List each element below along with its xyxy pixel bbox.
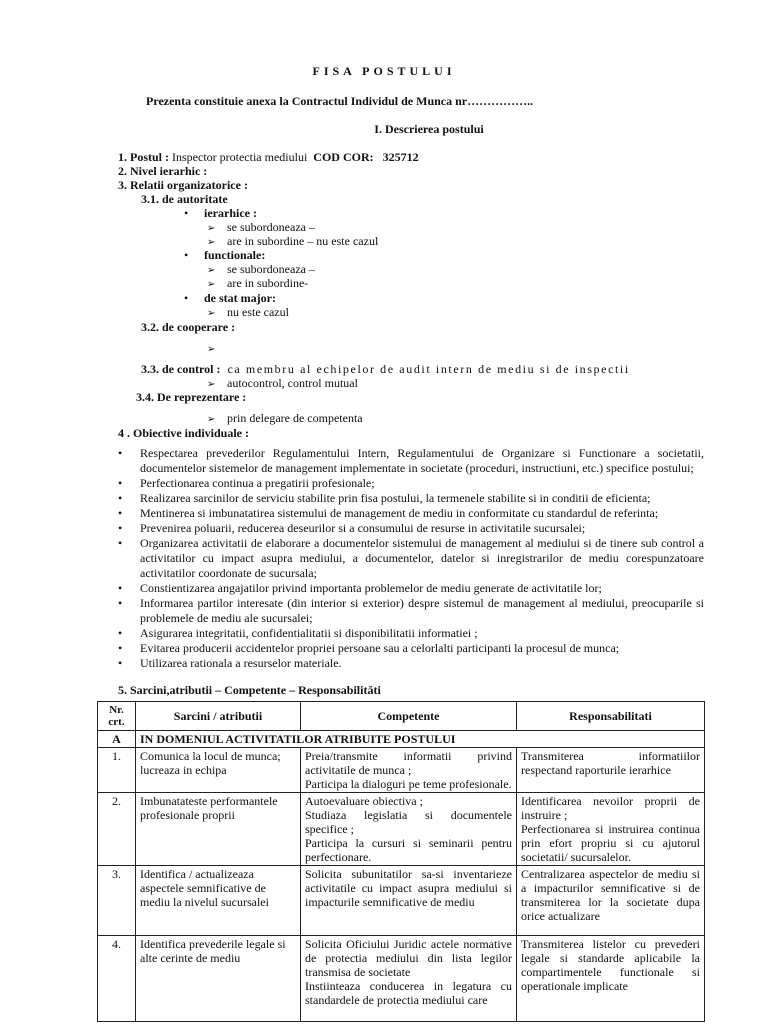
- document-title: FISA POSTULUI: [312, 64, 456, 78]
- arrow-icon: ➢: [207, 265, 216, 276]
- objective-text: Evitarea producerii accidentelor propriei persoane sau a celorlalti participanti la procesul de munca;: [140, 641, 620, 655]
- row-nr: 2.: [98, 793, 136, 866]
- bullet-icon: •: [118, 641, 123, 655]
- stat-major-label: de stat major:: [204, 291, 276, 305]
- document-subtitle: Prezenta constituie anexa la Contractul Individul de Munca nr……………..: [146, 94, 534, 108]
- responsibilities-table: [97, 701, 705, 1022]
- reprezentare-sub-text: prin delegare de competenta: [227, 411, 363, 425]
- header-sarcini: Sarcini / atributii: [136, 702, 301, 731]
- section-descriere-postului: I. Descrierea postului: [374, 122, 484, 136]
- row-sarcini: Imbunatateste performantele profesionale proprii: [136, 793, 301, 866]
- list-item: [118, 506, 704, 521]
- field-relatii-organizatorice: 3. Relatii organizatorice :: [118, 178, 248, 192]
- row-sarcini: Identifica prevederile legale si alte cerinte de mediu: [136, 936, 301, 1022]
- row-responsabilitati: Transmiterea informatiilor respectand raporturile ierarhice: [517, 748, 705, 793]
- arrow-icon: ➢: [207, 344, 216, 355]
- objective-text: Respectarea prevederilor Regulamentului Intern, Regulamentului de Organizare si Functionare a societatii, documentelor sistemelor de management implementate in societate (proceduri, instructiuni, etc.) specifice postului;: [140, 446, 704, 475]
- header-nr-crt: Nr. crt.: [98, 702, 136, 731]
- list-item: [118, 641, 704, 656]
- bullet-icon: •: [118, 476, 123, 490]
- row-responsabilitati: Centralizarea aspectelor de mediu si a impacturilor semnificative si de transmiterea lor la societate dupa orice actualizare: [517, 866, 705, 936]
- row-competente: Autoevaluare obiectiva ; Studiaza legislatia si documentele specifice ; Participa la cursuri si seminarii pentru perfectionare.: [301, 793, 517, 866]
- header-competente: Competente: [301, 702, 517, 731]
- list-item: [118, 491, 704, 506]
- objectives-list: [118, 446, 704, 671]
- field-obiective-individuale: 4 . Obiective individuale :: [118, 426, 250, 440]
- table-row: [98, 936, 705, 1022]
- row-sarcini: Identifica / actualizeaza aspectele semnificative de mediu la nivelul sucursalei: [136, 866, 301, 936]
- reprezentare-sub: [207, 411, 363, 427]
- stat-major-value: [207, 305, 289, 321]
- cod-cor-label: COD COR:: [313, 150, 374, 164]
- objective-text: Constientizarea angajatilor privind importanta problemelor de mediu generate de activitatile lor;: [140, 581, 602, 595]
- relatii-de-control: [141, 362, 630, 376]
- bullet-icon: •: [118, 491, 123, 505]
- list-item: [118, 581, 704, 596]
- row-responsabilitati: Transmiterea listelor cu prevederi legale si standarde aplicabile la compartimentele functionale si operationale implicate: [517, 936, 705, 1022]
- objective-text: Realizarea sarcinilor de serviciu stabilite prin fisa postului, la termenele stabilite si in conditii de eficienta;: [140, 491, 651, 505]
- functionale-subordine: [207, 276, 308, 292]
- row-nr: 1.: [98, 748, 136, 793]
- list-item: [118, 626, 704, 641]
- row-responsabilitati: Identificarea nevoilor proprii de instruire ; Perfectionarea si instruirea continua prin efort propriu si cu ajutorul societatii/ sucursalelor.: [517, 793, 705, 866]
- postul-label: 1. Postul :: [118, 150, 169, 164]
- list-item: [118, 536, 704, 581]
- list-item: [118, 446, 704, 476]
- postul-value: Inspector protectia mediului: [172, 150, 308, 164]
- list-item: [118, 521, 704, 536]
- list-item: [118, 656, 704, 671]
- functionale-label: functionale:: [204, 248, 266, 262]
- section-sarcini-atributii: 5. Sarcini,atributii – Competente – Responsabilităti: [118, 683, 381, 697]
- objective-text: Organizarea activitatii de elaborare a documentelor sistemului de management al mediului si de tinere sub control a activitatilor cu impact asupra mediului, a documentelor, datelor si inregistrarilor de mediu corespunzatoare activitatilor coordonate de sucursala;: [140, 536, 704, 580]
- bullet-icon: •: [118, 446, 123, 460]
- bullet-icon: •: [118, 626, 123, 640]
- control-sub-text: autocontrol, control mutual: [227, 376, 358, 390]
- arrow-icon: ➢: [207, 223, 216, 234]
- arrow-icon: ➢: [207, 279, 216, 290]
- objective-text: Perfectionarea continua a pregatirii profesionale;: [140, 476, 375, 490]
- ierarhice-subordoneaza-text: se subordoneaza –: [227, 220, 315, 234]
- relatii-de-reprezentare: 3.4. De reprezentare :: [136, 390, 247, 404]
- ierarhice-subordine-text: are in subordine – nu este cazul: [227, 234, 379, 248]
- header-responsabilitati: Responsabilitati: [517, 702, 705, 731]
- cod-cor-value: 325712: [382, 150, 419, 164]
- row-competente: Solicita subunitatilor sa-si inventarieze activitatile cu impact asupra mediului si impacturile semnificative de mediu: [301, 866, 517, 936]
- field-postul: [118, 150, 419, 164]
- row-nr: 4.: [98, 936, 136, 1022]
- objective-text: Mentinerea si imbunatatirea sistemului de management de mediu in conformitate cu standardul de referinta;: [140, 506, 659, 520]
- bullet-icon: •: [118, 521, 123, 535]
- bullet-icon: •: [118, 581, 123, 595]
- field-nivel-ierarhic: 2. Nivel ierarhic :: [118, 164, 208, 178]
- bullet-icon: •: [118, 596, 123, 610]
- relatii-de-autoritate: 3.1. de autoritate: [141, 192, 228, 206]
- row-competente: Solicita Oficiului Juridic actele normative de protectia mediului din lista legilor transmisa de societate Instiinteaza conducerea in legatura cu standardele de protectia mediului care: [301, 936, 517, 1022]
- arrow-icon: ➢: [207, 379, 216, 390]
- group-letter: A: [98, 731, 136, 748]
- stat-major-value-text: nu este cazul: [227, 305, 289, 319]
- objective-text: Informarea partilor interesate (din interior si exterior) despre sistemul de management al mediului, preocuparile si problemele de mediu ale sucursalei;: [140, 596, 704, 625]
- list-item: [118, 476, 704, 491]
- functionale-subordine-text: are in subordine-: [227, 276, 309, 290]
- table-row: [98, 793, 705, 866]
- control-label: 3.3. de control :: [141, 362, 221, 376]
- arrow-icon: ➢: [207, 414, 216, 425]
- stat-major-item: [184, 291, 276, 305]
- objective-text: Utilizarea rationala a resurselor materiale.: [140, 656, 342, 670]
- functionale-subordoneaza-text: se subordoneaza –: [227, 262, 315, 276]
- row-sarcini: Comunica la locul de munca; lucreaza in echipa: [136, 748, 301, 793]
- table-row: [98, 748, 705, 793]
- arrow-icon: ➢: [207, 308, 216, 319]
- row-nr: 3.: [98, 866, 136, 936]
- bullet-icon: •: [184, 206, 189, 220]
- bullet-icon: •: [118, 656, 123, 670]
- arrow-icon: ➢: [207, 237, 216, 248]
- objective-text: Prevenirea poluarii, reducerea deseurilor si a consumului de resurse in activitatile sucursalei;: [140, 521, 586, 535]
- table-group-row: [98, 731, 705, 748]
- cooperare-empty-item: [207, 341, 227, 357]
- bullet-icon: •: [118, 506, 123, 520]
- objective-text: Asigurarea integritatii, confidentialitatii si disponibilitatii informatiei ;: [140, 626, 478, 640]
- table-row: [98, 866, 705, 936]
- list-item: [118, 596, 704, 626]
- functionale-item: [184, 248, 265, 262]
- relatii-de-cooperare: 3.2. de cooperare :: [141, 320, 236, 334]
- table-header-row: [98, 702, 705, 731]
- control-value: ca membru al echipelor de audit intern de mediu si de inspectii: [227, 362, 630, 376]
- row-competente: Preia/transmite informatii privind activitatile de munca ; Participa la dialoguri pe teme profesionale.: [301, 748, 517, 793]
- bullet-icon: •: [184, 248, 189, 262]
- bullet-icon: •: [184, 291, 189, 305]
- bullet-icon: •: [118, 536, 123, 550]
- ierarhice-item: [184, 206, 257, 220]
- group-title: IN DOMENIUL ACTIVITATILOR ATRIBUITE POSTULUI: [136, 731, 705, 748]
- ierarhice-label: ierarhice :: [204, 206, 257, 220]
